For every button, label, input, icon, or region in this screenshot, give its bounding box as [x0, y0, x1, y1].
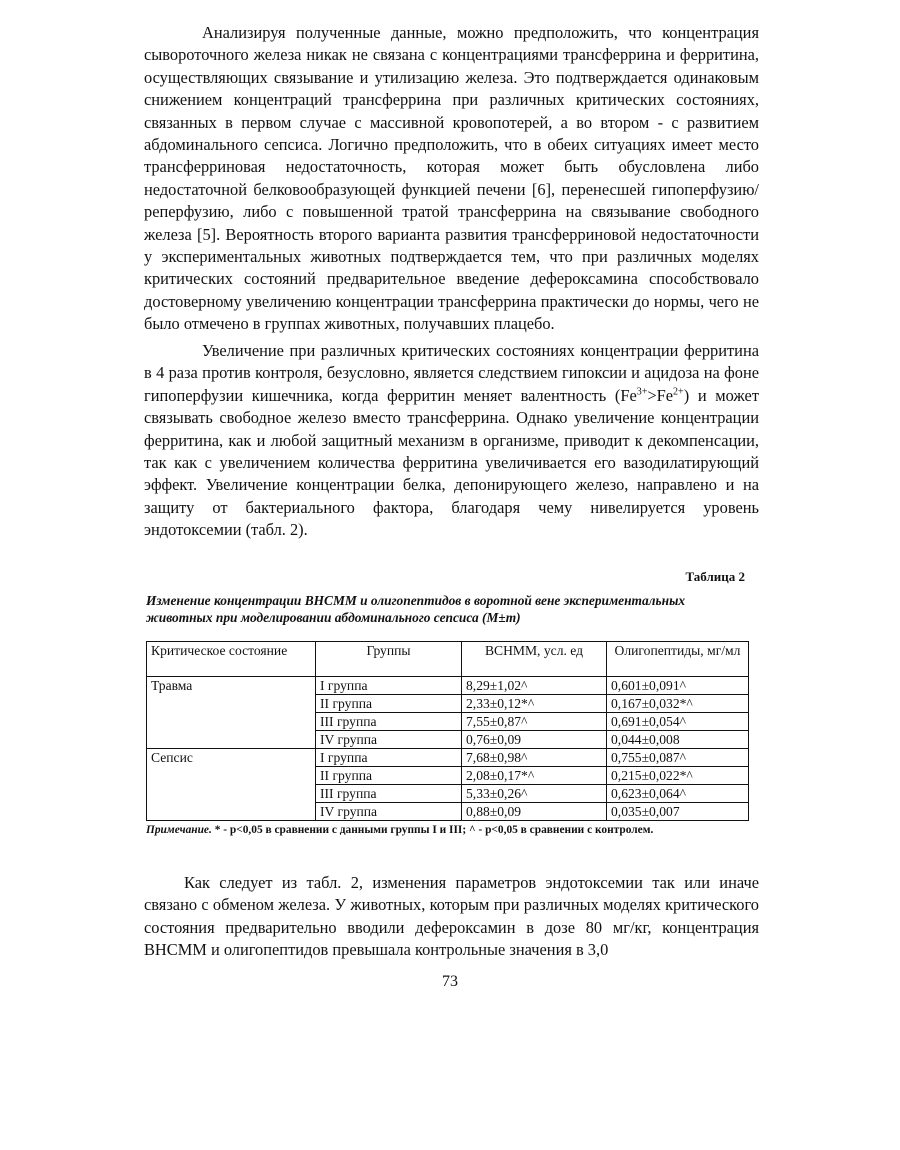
group-cell: III группа — [316, 785, 462, 803]
iron-valence-superscript-1: 3+ — [636, 386, 648, 398]
header-vnsmm: ВСНММ, усл. ед — [462, 642, 607, 677]
paragraph-ferritin-text-1: Увеличение при различных критических состояниях концентрации ферритина в 4 раза против контроля, безусловно, является следствием гипоксии и ацидоза на фоне гипоперфузии кишечника, когда ферритин меняет валентность (Fe — [144, 341, 759, 405]
header-critical-state: Критическое состояние — [147, 642, 316, 677]
group-cell: IV группа — [316, 731, 462, 749]
table-note-text: * - p<0,05 в сравнении с данными группы I и III; ^ - p<0,05 в сравнении с контролем. — [211, 824, 654, 836]
group-cell: IV группа — [316, 803, 462, 821]
paragraph-ferritin-text-2: >Fe — [647, 385, 674, 405]
oligo-cell: 0,035±0,007 — [607, 803, 749, 821]
table-row — [147, 677, 749, 695]
oligo-cell: 0,167±0,032*^ — [607, 695, 749, 713]
state-cell-trauma: Травма — [147, 677, 316, 749]
paragraph-table-discussion: Как следует из табл. 2, изменения параметров эндотоксемии так или иначе связано с обменом железа. У животных, которым при различных моделях критического состояния предварительно вводили дефероксамин в дозе 80 мг/кг, концентрация ВНСММ и олигопептидов превышала контрольные значения в 3,0 — [144, 873, 759, 960]
oligo-cell: 0,215±0,022*^ — [607, 767, 749, 785]
table-row — [147, 749, 749, 767]
paragraph-iron-analysis: Анализируя полученные данные, можно предположить, что концентрация сывороточного железа никак не связана с концентрациями трансферрина и ферритина, осуществляющих связывание и утилизацию железа. Это подтверждается одинаковым снижением концентраций трансферрина при различных критических состояниях, связанных в первом случае с массивной кровопотерей, а во втором - с развитием абдоминального сепсиса. Логично предположить, что в обеих ситуациях имеет место трансферриновая недостаточность, которая может быть обусловлена либо недостаточной белковообразующей функцией печени [6], перенесшей гипоперфузию/реперфузию, либо с повышенной тратой трансферрина на связывание свободного железа [5]. Вероятность второго варианта развития трансферриновой недостаточности у экспериментальных животных подтверждается тем, что при различных моделях критических состояний предварительное введение дефероксамина способствовало достоверному увеличению концентрации трансферрина практически до нормы, чего не было отмечено в группах животных, получавших плацебо. — [144, 23, 759, 334]
paragraph-ferritin-text-3: ) и может связывать свободное железо вместо трансферрина. Однако увеличение концентрации ферритина, как и любой защитный механизм в организме, приводит к декомпенсации, так как с увеличением количества ферритина увеличивается его вазодилатирующий эффект. Увеличение концентрации белка, депонирующего железо, направлено и на защиту от бактериального фактора, благодаря чему нивелируется уровень эндотоксемии (табл. 2). — [144, 385, 759, 540]
page-number: 73 — [442, 973, 458, 990]
oligo-cell: 0,044±0,008 — [607, 731, 749, 749]
data-table — [146, 641, 749, 821]
oligo-cell: 0,691±0,054^ — [607, 713, 749, 731]
table-caption: Изменение концентрации ВНСММ и олигопептидов в воротной вене экспериментальных животных при моделировании абдоминального сепсиса (M±m) — [146, 593, 686, 625]
paragraph-ferritin — [144, 340, 759, 542]
table-note-label: Примечание. — [146, 824, 212, 836]
table-label: Таблица 2 — [685, 569, 745, 584]
oligo-cell: 0,601±0,091^ — [607, 677, 749, 695]
group-cell: III группа — [316, 713, 462, 731]
state-cell-sepsis: Сепсис — [147, 749, 316, 821]
header-groups: Группы — [316, 642, 462, 677]
iron-valence-superscript-2: 2+ — [673, 386, 684, 398]
group-cell: I группа — [316, 749, 462, 767]
group-cell: I группа — [316, 677, 462, 695]
vnsmm-cell: 0,76±0,09 — [462, 731, 607, 749]
vnsmm-cell: 5,33±0,26^ — [462, 785, 607, 803]
vnsmm-cell: 7,68±0,98^ — [462, 749, 607, 767]
vnsmm-cell: 0,88±0,09 — [462, 803, 607, 821]
oligo-cell: 0,755±0,087^ — [607, 749, 749, 767]
vnsmm-cell: 2,08±0,17*^ — [462, 767, 607, 785]
vnsmm-cell: 8,29±1,02^ — [462, 677, 607, 695]
oligo-cell: 0,623±0,064^ — [607, 785, 749, 803]
group-cell: II группа — [316, 695, 462, 713]
vnsmm-cell: 7,55±0,87^ — [462, 713, 607, 731]
table-note — [146, 823, 786, 838]
header-oligopeptides: Олигопептиды, мг/мл — [607, 642, 749, 677]
vnsmm-cell: 2,33±0,12*^ — [462, 695, 607, 713]
table-header-row — [147, 642, 749, 677]
group-cell: II группа — [316, 767, 462, 785]
